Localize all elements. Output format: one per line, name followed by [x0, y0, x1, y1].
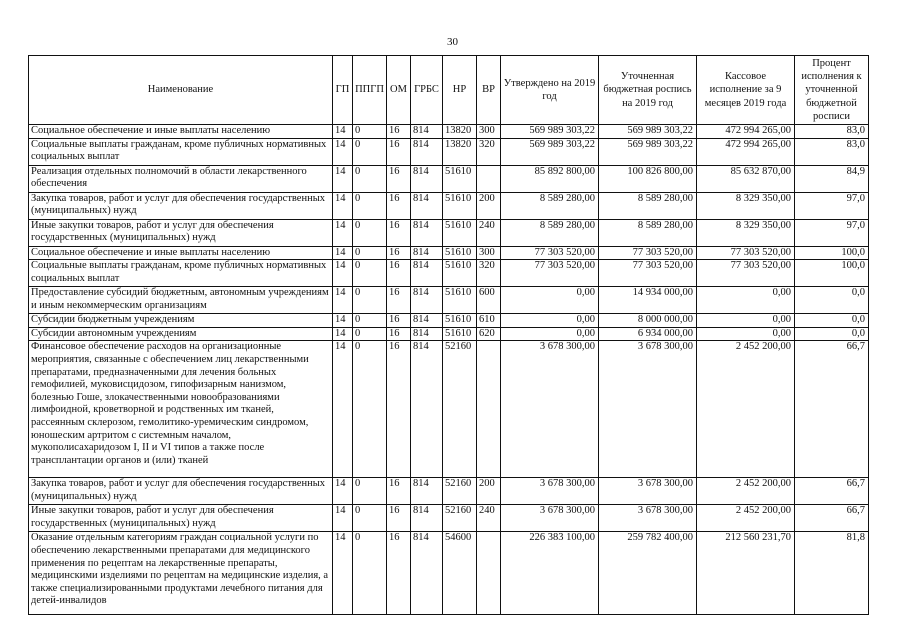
row-ppgp: 0 — [353, 532, 387, 615]
row-np: 54600 — [443, 532, 477, 615]
row-grbs: 814 — [411, 138, 443, 165]
row-name: Финансовое обеспечение расходов на организационные мероприятия, связанные с обеспечением лиц лекарственными препаратами, предназначенными для лечения больных гемофилией, муковисцидозом, гипофизарным нанизмом, болезнью Гоше, злокачественными новообразованиями лимфоидной, кроветворной и родственных им тканей, рассеянным склерозом, гемолитико-уремическим синдромом, юношеским артритом с системным началом, мукополисахаридозом I, II и VI типов а также после трансплантации органов и (или) тканей — [29, 341, 333, 478]
row-grbs: 814 — [411, 260, 443, 287]
row-vr: 240 — [477, 505, 501, 532]
row-ppgp: 0 — [353, 505, 387, 532]
row-approved: 226 383 100,00 — [501, 532, 599, 615]
table-row — [29, 341, 869, 478]
row-percent: 66,7 — [795, 505, 869, 532]
row-cash: 472 994 265,00 — [697, 138, 795, 165]
row-percent: 81,8 — [795, 532, 869, 615]
row-vr: 620 — [477, 327, 501, 341]
row-name: Предоставление субсидий бюджетным, автономным учреждениям и иным некоммерческим организациям — [29, 287, 333, 314]
header-np: НР — [443, 56, 477, 125]
row-approved: 77 303 520,00 — [501, 260, 599, 287]
row-np: 51610 — [443, 165, 477, 192]
row-vr: 200 — [477, 192, 501, 219]
row-approved: 8 589 280,00 — [501, 192, 599, 219]
row-om: 16 — [387, 138, 411, 165]
row-grbs: 814 — [411, 219, 443, 246]
row-gp: 14 — [333, 532, 353, 615]
row-vr: 600 — [477, 287, 501, 314]
row-grbs: 814 — [411, 192, 443, 219]
header-approved: Утверждено на 2019 год — [501, 56, 599, 125]
row-ppgp: 0 — [353, 341, 387, 478]
row-np: 51610 — [443, 219, 477, 246]
row-np: 13820 — [443, 125, 477, 139]
row-percent: 0,0 — [795, 314, 869, 328]
row-approved: 0,00 — [501, 287, 599, 314]
row-refined: 3 678 300,00 — [599, 341, 697, 478]
table-row — [29, 138, 869, 165]
row-approved: 3 678 300,00 — [501, 478, 599, 505]
row-ppgp: 0 — [353, 314, 387, 328]
table-row — [29, 314, 869, 328]
header-ppgp: ППГП — [353, 56, 387, 125]
row-cash: 0,00 — [697, 287, 795, 314]
row-grbs: 814 — [411, 532, 443, 615]
row-refined: 77 303 520,00 — [599, 246, 697, 260]
row-om: 16 — [387, 219, 411, 246]
row-gp: 14 — [333, 260, 353, 287]
row-gp: 14 — [333, 246, 353, 260]
row-ppgp: 0 — [353, 287, 387, 314]
row-refined: 77 303 520,00 — [599, 260, 697, 287]
row-ppgp: 0 — [353, 327, 387, 341]
row-gp: 14 — [333, 341, 353, 478]
row-grbs: 814 — [411, 327, 443, 341]
row-name: Оказание отдельным категориям граждан социальной услуги по обеспечению лекарственными препаратами для медицинского применения по рецептам на лекарственные препараты, медицинскими изделиями по рецептам на медицинские изделия, а также специализированными продуктами лечебного питания для детей-инвалидов — [29, 532, 333, 615]
table-row — [29, 246, 869, 260]
row-vr: 200 — [477, 478, 501, 505]
row-approved: 0,00 — [501, 327, 599, 341]
row-refined: 100 826 800,00 — [599, 165, 697, 192]
row-grbs: 814 — [411, 125, 443, 139]
row-percent: 97,0 — [795, 192, 869, 219]
row-np: 51610 — [443, 192, 477, 219]
row-ppgp: 0 — [353, 219, 387, 246]
row-name: Социальное обеспечение и иные выплаты населению — [29, 125, 333, 139]
row-name: Социальные выплаты гражданам, кроме публичных нормативных социальных выплат — [29, 138, 333, 165]
table-row — [29, 287, 869, 314]
row-percent: 83,0 — [795, 138, 869, 165]
header-percent: Процент исполнения к уточненной бюджетной росписи — [795, 56, 869, 125]
row-ppgp: 0 — [353, 260, 387, 287]
row-ppgp: 0 — [353, 138, 387, 165]
header-cash: Кассовое исполнение за 9 месяцев 2019 года — [697, 56, 795, 125]
row-percent: 0,0 — [795, 327, 869, 341]
row-om: 16 — [387, 532, 411, 615]
row-om: 16 — [387, 287, 411, 314]
row-gp: 14 — [333, 219, 353, 246]
row-np: 51610 — [443, 260, 477, 287]
row-percent: 66,7 — [795, 341, 869, 478]
row-grbs: 814 — [411, 246, 443, 260]
row-om: 16 — [387, 341, 411, 478]
table-row — [29, 478, 869, 505]
row-refined: 569 989 303,22 — [599, 138, 697, 165]
row-om: 16 — [387, 192, 411, 219]
row-np: 52160 — [443, 505, 477, 532]
row-om: 16 — [387, 505, 411, 532]
table-header-row — [29, 56, 869, 125]
row-vr — [477, 341, 501, 478]
row-vr — [477, 532, 501, 615]
table-row — [29, 125, 869, 139]
row-om: 16 — [387, 165, 411, 192]
row-cash: 0,00 — [697, 314, 795, 328]
row-name: Закупка товаров, работ и услуг для обеспечения государственных (муниципальных) нужд — [29, 478, 333, 505]
table-row — [29, 192, 869, 219]
header-refined: Уточненная бюджетная роспись на 2019 год — [599, 56, 697, 125]
row-refined: 6 934 000,00 — [599, 327, 697, 341]
row-gp: 14 — [333, 138, 353, 165]
row-approved: 3 678 300,00 — [501, 505, 599, 532]
row-gp: 14 — [333, 314, 353, 328]
row-grbs: 814 — [411, 341, 443, 478]
row-om: 16 — [387, 478, 411, 505]
row-cash: 2 452 200,00 — [697, 341, 795, 478]
row-grbs: 814 — [411, 478, 443, 505]
row-vr — [477, 165, 501, 192]
row-gp: 14 — [333, 327, 353, 341]
row-cash: 8 329 350,00 — [697, 219, 795, 246]
row-np: 52160 — [443, 341, 477, 478]
row-np: 51610 — [443, 287, 477, 314]
table-row — [29, 165, 869, 192]
header-vr: ВР — [477, 56, 501, 125]
row-refined: 8 000 000,00 — [599, 314, 697, 328]
row-name: Социальные выплаты гражданам, кроме публичных нормативных социальных выплат — [29, 260, 333, 287]
header-om: ОМ — [387, 56, 411, 125]
row-np: 52160 — [443, 478, 477, 505]
row-vr: 320 — [477, 260, 501, 287]
row-gp: 14 — [333, 165, 353, 192]
row-name: Иные закупки товаров, работ и услуг для обеспечения государственных (муниципальных) нужд — [29, 219, 333, 246]
row-ppgp: 0 — [353, 478, 387, 505]
row-percent: 84,9 — [795, 165, 869, 192]
row-cash: 85 632 870,00 — [697, 165, 795, 192]
row-percent: 100,0 — [795, 246, 869, 260]
row-cash: 8 329 350,00 — [697, 192, 795, 219]
row-gp: 14 — [333, 192, 353, 219]
row-grbs: 814 — [411, 287, 443, 314]
row-gp: 14 — [333, 505, 353, 532]
row-name: Закупка товаров, работ и услуг для обеспечения государственных (муниципальных) нужд — [29, 192, 333, 219]
row-cash: 77 303 520,00 — [697, 246, 795, 260]
header-grbs: ГРБС — [411, 56, 443, 125]
row-approved: 85 892 800,00 — [501, 165, 599, 192]
row-np: 13820 — [443, 138, 477, 165]
row-name: Субсидии бюджетным учреждениям — [29, 314, 333, 328]
row-percent: 66,7 — [795, 478, 869, 505]
row-gp: 14 — [333, 287, 353, 314]
table-row — [29, 532, 869, 615]
row-approved: 3 678 300,00 — [501, 341, 599, 478]
row-np: 51610 — [443, 314, 477, 328]
row-om: 16 — [387, 327, 411, 341]
row-approved: 569 989 303,22 — [501, 138, 599, 165]
row-refined: 259 782 400,00 — [599, 532, 697, 615]
row-refined: 8 589 280,00 — [599, 219, 697, 246]
header-name: Наименование — [29, 56, 333, 125]
row-cash: 212 560 231,70 — [697, 532, 795, 615]
row-percent: 100,0 — [795, 260, 869, 287]
row-cash: 77 303 520,00 — [697, 260, 795, 287]
page-number: 30 — [447, 36, 458, 48]
row-ppgp: 0 — [353, 125, 387, 139]
row-vr: 610 — [477, 314, 501, 328]
row-name: Социальное обеспечение и иные выплаты населению — [29, 246, 333, 260]
row-refined: 8 589 280,00 — [599, 192, 697, 219]
row-name: Иные закупки товаров, работ и услуг для обеспечения государственных (муниципальных) нужд — [29, 505, 333, 532]
header-gp: ГП — [333, 56, 353, 125]
table-row — [29, 327, 869, 341]
table-row — [29, 260, 869, 287]
row-gp: 14 — [333, 478, 353, 505]
row-cash: 2 452 200,00 — [697, 505, 795, 532]
row-percent: 0,0 — [795, 287, 869, 314]
table-row — [29, 505, 869, 532]
row-np: 51610 — [443, 327, 477, 341]
row-vr: 240 — [477, 219, 501, 246]
budget-table — [28, 55, 869, 615]
row-ppgp: 0 — [353, 246, 387, 260]
row-refined: 14 934 000,00 — [599, 287, 697, 314]
row-approved: 8 589 280,00 — [501, 219, 599, 246]
table-row — [29, 219, 869, 246]
row-cash: 472 994 265,00 — [697, 125, 795, 139]
row-om: 16 — [387, 246, 411, 260]
row-np: 51610 — [443, 246, 477, 260]
row-approved: 77 303 520,00 — [501, 246, 599, 260]
row-approved: 0,00 — [501, 314, 599, 328]
row-percent: 97,0 — [795, 219, 869, 246]
row-refined: 3 678 300,00 — [599, 505, 697, 532]
row-cash: 2 452 200,00 — [697, 478, 795, 505]
row-om: 16 — [387, 125, 411, 139]
row-om: 16 — [387, 314, 411, 328]
row-grbs: 814 — [411, 505, 443, 532]
row-approved: 569 989 303,22 — [501, 125, 599, 139]
row-vr: 320 — [477, 138, 501, 165]
row-grbs: 814 — [411, 314, 443, 328]
row-om: 16 — [387, 260, 411, 287]
row-name: Реализация отдельных полномочий в области лекарственного обеспечения — [29, 165, 333, 192]
row-refined: 569 989 303,22 — [599, 125, 697, 139]
row-ppgp: 0 — [353, 165, 387, 192]
row-refined: 3 678 300,00 — [599, 478, 697, 505]
row-ppgp: 0 — [353, 192, 387, 219]
row-vr: 300 — [477, 125, 501, 139]
row-name: Субсидии автономным учреждениям — [29, 327, 333, 341]
row-vr: 300 — [477, 246, 501, 260]
row-percent: 83,0 — [795, 125, 869, 139]
row-grbs: 814 — [411, 165, 443, 192]
row-gp: 14 — [333, 125, 353, 139]
table-body — [29, 125, 869, 615]
row-cash: 0,00 — [697, 327, 795, 341]
